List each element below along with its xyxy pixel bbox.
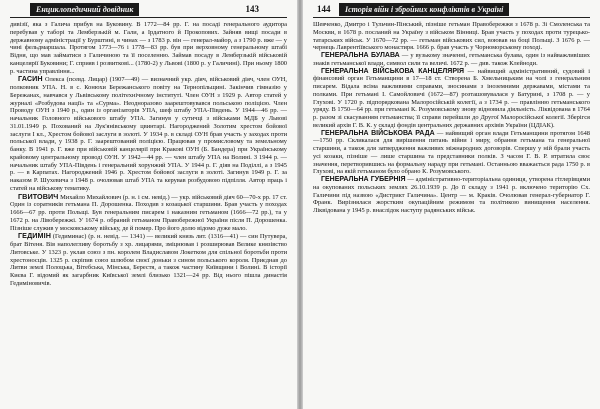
entry — [10, 193, 287, 233]
entry-term: ГВИТОВИЧ — [18, 191, 59, 201]
right-page — [303, 0, 600, 409]
left-page — [0, 0, 297, 409]
entry-text: Олекса (псевд. Лицар) (1907—49) — визначний укр. діяч, військовий діяч, член ОУН, полковник УПА. Н. в с. Конюхи Бережанського повіту на Тернопільщині. Закінчив гімназію у Бережанах, навчався у Львівському політехнічному інституті. Член ОУН з 1929 р. Автор статей у журналі «Розбудова нації» та «Сурма». Неодноразово заарештовувався польською поліцією. Член Проводу ОУН з 1940 р., один із організаторів УПА, шеф штабу УПА-Південь. У 1944—46 рр. — начальник Головного військового штабу УПА. Загинув у сутичці з військами МДБ у Львові 31.01.1949 р. Похований на Лук'янівському цвинтарі. Нагороджений Золотим хрестом бойової заслуги І кл., Хрестом бойової заслуги в золоті. У 1934 р. в складі ОУН брав участь у заходах проти польської влади, у 1938 р. Г. заарештований поліцією. Працював у промисловому та земельному банку. В 1941 р. Г. вже при військовій канцелярії при Кракові ОУН (Б. Бандера) при Українському крайовому центральному проводі ОУН. У 1942—44 рр. — член штабу УПА на Волині. З 1944 р. — начальник штабу УПА-Південь і генеральний хорунжий УПА. У 1944 р. Г. діяв на Поділлі, а з 1945 р. — в Карпатах. Нагороджений 1946 р. Хрестом бойової заслуги в золоті. Загинув 1949 р. Г. за наказом Р. Шухевича з 1948 р. очолював штаб УПА та керував розбудовою підпілля. Автор праць і статей на військову тематику. — [10, 76, 287, 192]
entry-text: — найвищий орган влади Гетьманщини протягом 1648—1750 рр. Скликалася для вирішення питань війни і миру, обрання гетьмана та генеральної старшини, а також для затвердження важливих міжнародних договорів. Спершу у ній брали участь усі козаки, пізніше — лише старшина та представники полків. З часом Г. В. Р. втратила своє значення, перетворившись на формальну нараду при гетьмані. Останньою вважається рада 1750 р. в Глухові, на якій гетьманом було обрано К. Розумовського. — [313, 129, 590, 176]
left-header-title: Енциклопедичний довідник — [30, 3, 139, 16]
entry — [313, 176, 590, 215]
entry-text: — у вузькому значенні, гетьманська булава, один із найважливіших знаків гетьманської влади, символ сили та величі. 1672 р. — див. також Клейноди. — [313, 52, 590, 67]
entry — [313, 130, 590, 177]
right-page-body — [313, 21, 590, 407]
continuation-text: Шевченко, Дмитро і Тульчин-Пінський, пізніше гетьман Правобережжя з 1678 р. Зі Смоленська та Москви, в 1678 р. посланий на Україну з військом Вінниці. Брав участь у походах проти турецько-татарських військ. У 1670—72 рр. — гетьман військових сил, воював на боці Польщі. З 1676 р. — чернець Лаврентіївського монастиря. 1666 р. брав участь у Чорноморському поході. — [313, 21, 590, 52]
right-header-title: Історія війн і збройних конфліктів в Україні — [339, 3, 509, 16]
entry-text: Михайло Михайлович (р. н. і см. невід.) — укр. військовий діяч 60—70-х рр. 17 ст. Один із соратників гетьмана П. Дорошенка. Походив з козацької старшини. Брав участь у походах 1666—67 рр. проти Польщі. Був генеральним писарем і наказним гетьманом (1666—72 рр.), та у 1672 р. на Лівобережжі. У 1674 р. обраний гетьманом Правобережної України після П. Дорошенка. Пізніше служив у московському війську, де й помер. Про його долю відомо дуже мало. — [10, 193, 287, 232]
entry-term: ГАСИН — [18, 74, 43, 84]
entry-term: ГЕНЕРАЛЬНА ГУБЕРНІЯ — [321, 176, 406, 183]
right-page-header — [313, 3, 590, 18]
entry — [10, 75, 287, 192]
entry-text: — адміністративно-територіальна одиниця, утворена гітлерівцями на окупованих польських землях 26.10.1939 р. До її складу з 1941 р. включено територію Сх. Галичини під назвою «Дистрикт Галичина». Центр — м. Краків. Очолював генерал-губернатор Г. Франк. Вирізнялася жорстким окупаційним режимом та політикою винищення населення. Ліквідована у 1945 р. внаслідок наступу радянських військ. — [313, 176, 590, 214]
entry-term: ГЕНЕРАЛЬНА ВІЙСЬКОВА РАДА — [321, 129, 435, 137]
right-page-number: 144 — [317, 4, 331, 14]
continuation-text: дивізії, яка з Галича прибув на Буковину. В 1772—84 рр. Г. на посаді генерального аудитора перебував у таборі та Лемберзькій м. Гали, а Ірдатного й Прокопових. Зайняв вищі посади в державному адміністрації у Бурштині, в чинах — з 1783 р. він — генерал-майор, а з 1790 р. вже — у чині фельдмаршала. Протягом 1773—76 і 1778—83 рр. був при верховному генеральному штабі Відня, що мав займатися з Галичиною та її поселенню. Займав посаду в Лемберзькій військовій канцелярії Буковини; Г. сприяв і розвиткові... (1780-2) у Львові (1800 р. у Галичині). При ньому 1800 р. частина управління... — [10, 21, 287, 75]
left-page-number: 143 — [245, 4, 259, 14]
left-page-body — [10, 21, 287, 407]
entry — [313, 52, 590, 68]
entry-text: (Гедиминас) (р. н. невід. — 1341) — великий князь лит. (1316—41) — син Путувера, брат Вітеня. Вів наполегливу боротьбу з хр. лицарями, зміцнював і розширював Велике князівство Литовське. У 1323 р. уклав союз з пн. королем Владиславом Локетком для спільної боротьби проти хрестоносців. 1325 р. скріпив союз шлюбом своєї доньки з сином польського короля. Приєднав до Литви землі Полоцька, Вітебська, Мінська, Берестя, а також частину Київщини і Волині. В історії Києва Г. відомий як загарбник Київської землі близько 1321—24 рр. Від нього пішла династія Гедиміновичів. — [10, 233, 287, 287]
left-page-header — [10, 3, 287, 18]
entry-term: ГЕНЕРАЛЬНА БУЛАВА — [321, 52, 400, 59]
entry — [313, 68, 590, 130]
entry-text: — найвищий адміністративний, судовий і фінансовий орган Гетьманщини в 17—18 ст. Створена Б. Хмельницьким на чолі з генеральним писарем. Відала всіма важливими справами, зносинами з іноземними державами, містами та полками. При гетьмані І. Самойловичі (1672—87) розташовувалася у Батурині, з 1708 р. — у Глухові. У 1720 р. підпорядкована Малоросійській колегії, а з 1734 р. — правлінню гетьманського уряду. В 1750—64 рр. при гетьмані К. Розумовському знову відновила діяльність. Ліквідована в 1764 р. разом зі скасуванням гетьманства; її справи перейшли до Другої Малоросійської колегії. Зберігся великий архів Г. В. К. у складі фондів центральних державних архівів України (ЦДІАК). — [313, 67, 590, 129]
entry — [10, 232, 287, 287]
entry-term: ГЕНЕРАЛЬНА ВІЙСЬКОВА КАНЦЕЛЯРІЯ — [321, 67, 464, 75]
entry-term: ГЕДИМІН — [18, 231, 52, 241]
